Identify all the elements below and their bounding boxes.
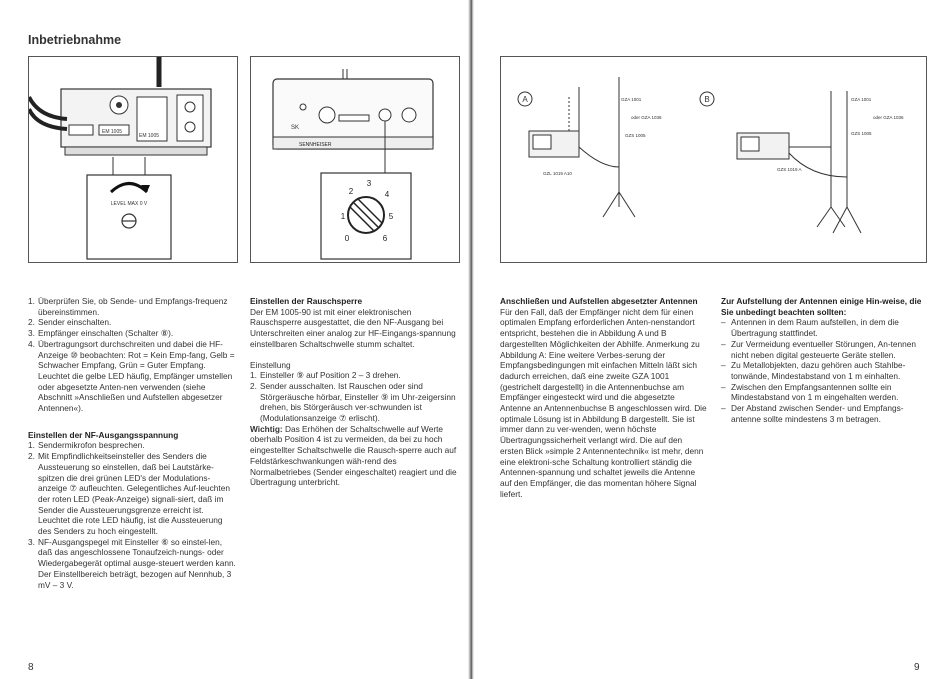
- svg-text:oder GZA 1036: oder GZA 1036: [631, 115, 662, 120]
- column-hints: [721, 296, 926, 424]
- level-knob-label: LEVEL MAX 0 V: [110, 201, 148, 207]
- list-item: – Zwischen den Empfangsantennen sollte ein Mindestabstand von 1 m eingehalten werden.: [721, 381, 899, 403]
- section-heading: Einstellen der Rauschsperre: [250, 296, 363, 306]
- receiver-label-b: EM 1005: [139, 133, 160, 139]
- paragraph: Der EM 1005-90 ist mit einer elektronischen Rauschsperre ausgestattet, die den NF-Ausgang bei Unterschreiten einer analog zur HF-Eingangs-spannung einstellbaren Schaltschwelle stumm schaltet.: [250, 306, 456, 349]
- figure-receiver-rear: [28, 56, 238, 263]
- svg-text:GZS 1005: GZS 1005: [625, 133, 646, 138]
- page-number-left: 8: [28, 662, 34, 673]
- marker-a: A: [522, 95, 528, 104]
- marker-b: B: [704, 95, 710, 104]
- brand-label: SENNHEISER: [299, 142, 332, 148]
- svg-text:GZA 1001: GZA 1001: [851, 97, 872, 102]
- page-number-right: 9: [914, 662, 920, 673]
- svg-text:2: 2: [348, 187, 354, 196]
- list-item: 4. Übertragungsort durchschreiten und dabei die HF-Anzeige ⑩ beobachten: Rot = Kein Emp-fang, Gelb = Schwacher Empfang, Grün = Guter Empfang. Leuchtet die gelbe LED häufig, Empfänger umstellen oder abgesetzte Anten-nen verwenden (siehe Abschnitt »Anschließen und Aufstellen abgesetzer Antennen«).: [28, 338, 235, 414]
- section-heading: Anschließen und Aufstellen abgesetzter Antennen: [500, 296, 698, 306]
- paragraph: Für den Fall, daß der Empfänger nicht dem für einen optimalen Empfang erforderlichen Anten-nenstandort entspricht, bestehen die in Abbildung A und B dargestellten Möglichkeiten der Abhilfe. Anmerkung zu Abbildung A: Eine weitere Verbes-serung der Empfangsbedingungen mit einfachen Mitteln läßt sich dadurch erreichen, daß eine zweite GZA 1001 (gestrichelt dargestellt) in die Antennenbuchse am Empfänger eingesteckt wird und die abgesetzte Antenne an Antennenbuchse B angeschlossen wird. Die optimale Lösung ist in Abbildung B dargestellt. Sie ist immer dann zu ver-wenden, wenn höchste Übertragungssicherheit verlangt wird. Die auf den ersten Blick »simple 2 Antennentechnik« ist mehr, denn eine elektroni-sche Schaltung kontrolliert ständig die Antennen-spannung und schaltet jeweils die Antenne auf den Empfänger, die das momentan höhere Signal liefert.: [500, 306, 707, 499]
- svg-text:5: 5: [388, 212, 394, 221]
- list-item: 1. Sendermikrofon besprechen.: [28, 440, 145, 451]
- list-item: – Zu Metallobjekten, dazu gehören auch Stahlbe-tonwände, Mindestabstand von 1 m einhalten.: [721, 360, 906, 381]
- list-item: 2. Sender ausschalten. Ist Rauschen oder sind Störgeräusche hörbar, Einsteller ⑨ im Uhr-zeigersinn drehen, bis Störgeräusch ver-schwunden ist (Modulationsanzeige ⑦ erlischt).: [250, 380, 456, 424]
- list-item: – Der Abstand zwischen Sender- und Empfangs-antenne sollte mindestens 3 m betragen.: [721, 403, 904, 424]
- list-item: 1. Einsteller ⑨ auf Position 2 – 3 drehen.: [250, 370, 401, 381]
- svg-text:GZS 1019 A: GZS 1019 A: [777, 167, 802, 172]
- svg-text:6: 6: [382, 234, 388, 243]
- svg-text:4: 4: [384, 190, 390, 199]
- receiver-rear-drawing: [29, 57, 237, 262]
- svg-text:1: 1: [340, 212, 346, 221]
- receiver-label-a: EM 1005: [102, 129, 123, 135]
- column-steps: [28, 296, 236, 590]
- warning-paragraph: Wichtig: Das Erhöhen der Schaltschwelle auf Werte oberhalb Position 4 ist zu vermeiden, da bei zu hoch eingestellter Schaltschwelle die Rausch-sperre auch auf Feldstärkeschwankungen wäh-rend des Normalbetriebes (Sender eingeschaltet) reagiert und die Übertragung unterbricht.: [250, 423, 457, 488]
- section-heading: Zur Aufstellung der Antennen einige Hin-weise, die Sie unbedingt beachten sollten:: [721, 296, 922, 317]
- setup-b-labels: [777, 97, 904, 172]
- svg-text:GZL 1019 A10: GZL 1019 A10: [543, 171, 572, 176]
- svg-text:SK: SK: [291, 125, 300, 131]
- figure-antenna-setup: [500, 56, 927, 263]
- list-item: 2. Sender einschalten.: [28, 317, 112, 328]
- svg-text:0: 0: [344, 234, 350, 243]
- column-squelch: [250, 296, 458, 488]
- list-item: – Antennen in dem Raum aufstellen, in dem die Übertragung stattfindet.: [721, 317, 899, 339]
- column-antenna: [500, 296, 707, 499]
- list-item: 2. Mit Empfindlichkeitseinsteller des Senders die Aussteuerung so einstellen, daß bei Lautstärke-spitzen die drei grünen LED's der Modulations-anzeige ⑦ aufleuchten. Gelegentliches Auf-leuchten der roten LED (Peak-Anzeige) signali-siert, daß im Sender die Aussteuerungsgrenze erreicht ist. Leuchtet die rote LED häufig, ist die Aussteuerung des Senders zu hoch eingestellt.: [28, 451, 230, 537]
- list-item: 3. Empfänger einschalten (Schalter ⑧).: [28, 328, 174, 339]
- svg-text:3: 3: [366, 179, 372, 188]
- book-spine: [468, 0, 474, 679]
- page-title: Inbetriebnahme: [28, 33, 122, 47]
- list-item: 1. Überprüfen Sie, ob Sende- und Empfangs-frequenz übereinstimmen.: [28, 296, 228, 317]
- sub-heading: Einstellung: [250, 359, 291, 370]
- section-heading: Einstellen der NF-Ausgangsspannung: [28, 429, 179, 440]
- svg-text:GZS 1005: GZS 1005: [851, 131, 872, 136]
- figure-receiver-front: [250, 56, 460, 263]
- svg-text:oder GZA 1036: oder GZA 1036: [873, 115, 904, 120]
- list-item: – Zur Vermeidung eventueller Störungen, An-tennen nicht neben digital gesteuerte Geräte stellen.: [721, 338, 916, 360]
- list-item: 3. NF-Ausgangspegel mit Einsteller ⑥ so einstel-len, daß das angeschlossene Tonaufzeich-nungs- oder Wiedergabegerät optimal ausge-steuert werden kann. Der Einstellbereich beträgt, bezogen auf Nennhub, 3 mV – 3 V.: [28, 536, 236, 590]
- svg-text:GZA 1001: GZA 1001: [621, 97, 642, 102]
